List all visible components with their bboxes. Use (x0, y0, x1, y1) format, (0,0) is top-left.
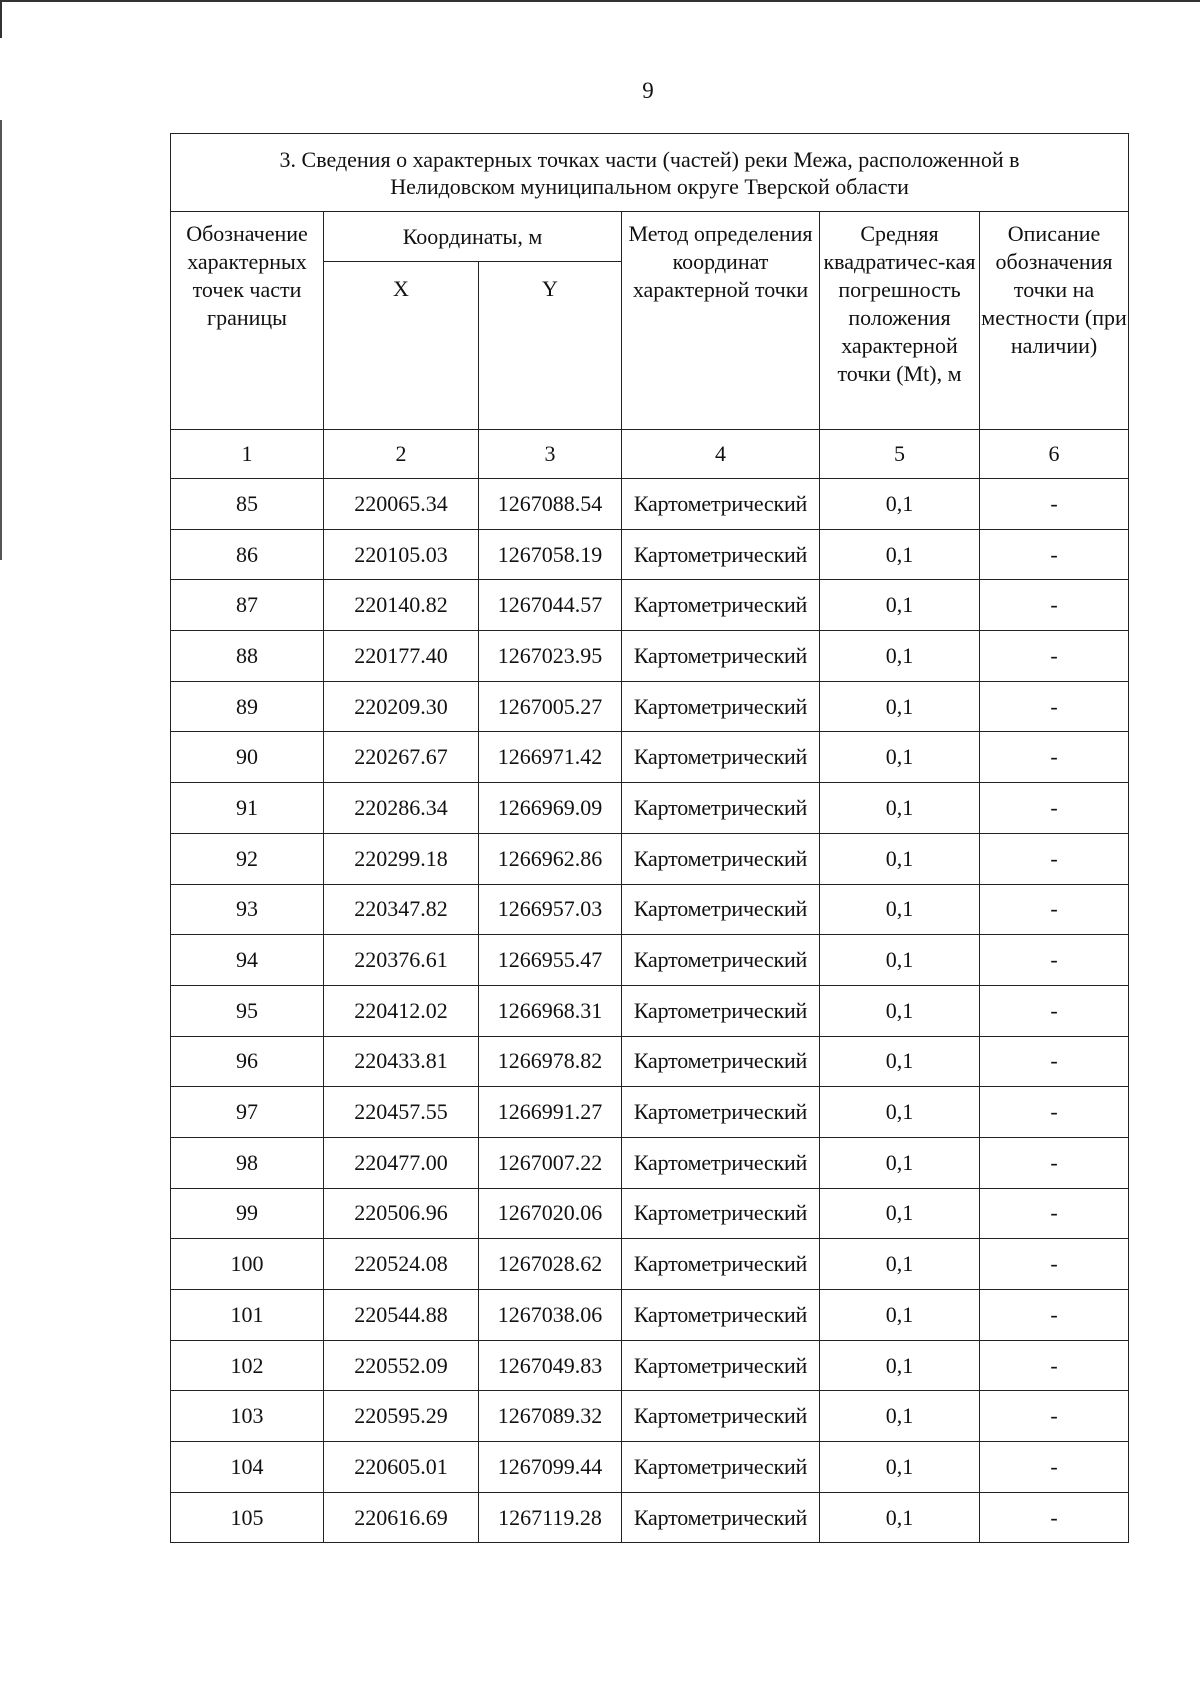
description-cell: - (980, 1137, 1129, 1188)
x-cell: 220457.55 (324, 1087, 479, 1138)
column-number: 3 (479, 430, 622, 479)
table-row (171, 529, 1129, 580)
method-cell: Картометрический (622, 783, 820, 834)
description-cell: - (980, 935, 1129, 986)
table-row (171, 580, 1129, 631)
point-cell: 94 (171, 935, 324, 986)
description-cell: - (980, 783, 1129, 834)
point-cell: 100 (171, 1239, 324, 1290)
table-row (171, 1391, 1129, 1442)
error-cell: 0,1 (820, 681, 980, 732)
header-point-label: Обозначение характерных точек части границы (171, 212, 324, 430)
y-cell: 1267089.32 (479, 1391, 622, 1442)
y-cell: 1267007.22 (479, 1137, 622, 1188)
method-cell: Картометрический (622, 884, 820, 935)
table-title-row (171, 134, 1129, 212)
x-cell: 220267.67 (324, 732, 479, 783)
y-cell: 1266969.09 (479, 783, 622, 834)
y-cell: 1266955.47 (479, 935, 622, 986)
description-cell: - (980, 1391, 1129, 1442)
description-cell: - (980, 985, 1129, 1036)
method-cell: Картометрический (622, 935, 820, 986)
table-row (171, 732, 1129, 783)
table-title (171, 134, 1129, 212)
point-cell: 96 (171, 1036, 324, 1087)
method-cell: Картометрический (622, 1087, 820, 1138)
column-number: 2 (324, 430, 479, 479)
point-cell: 88 (171, 631, 324, 682)
table-row (171, 1087, 1129, 1138)
method-cell: Картометрический (622, 1442, 820, 1493)
error-cell: 0,1 (820, 1239, 980, 1290)
point-cell: 97 (171, 1087, 324, 1138)
point-cell: 90 (171, 732, 324, 783)
scan-edge-left (0, 0, 2, 38)
y-cell: 1267099.44 (479, 1442, 622, 1493)
x-cell: 220140.82 (324, 580, 479, 631)
description-cell: - (980, 1340, 1129, 1391)
x-cell: 220412.02 (324, 985, 479, 1036)
method-cell: Картометрический (622, 1340, 820, 1391)
point-cell: 93 (171, 884, 324, 935)
table-row (171, 783, 1129, 834)
point-cell: 87 (171, 580, 324, 631)
description-cell: - (980, 1442, 1129, 1493)
description-cell: - (980, 1492, 1129, 1543)
description-cell: - (980, 1188, 1129, 1239)
y-cell: 1267028.62 (479, 1239, 622, 1290)
point-cell: 95 (171, 985, 324, 1036)
method-cell: Картометрический (622, 1188, 820, 1239)
header-coords: Координаты, м (324, 212, 622, 262)
error-cell: 0,1 (820, 529, 980, 580)
x-cell: 220433.81 (324, 1036, 479, 1087)
point-cell: 103 (171, 1391, 324, 1442)
description-cell: - (980, 479, 1129, 530)
point-cell: 85 (171, 479, 324, 530)
x-cell: 220524.08 (324, 1239, 479, 1290)
y-cell: 1267058.19 (479, 529, 622, 580)
y-cell: 1267038.06 (479, 1290, 622, 1341)
table-row (171, 1340, 1129, 1391)
column-number: 5 (820, 430, 980, 479)
table-row (171, 681, 1129, 732)
y-cell: 1267119.28 (479, 1492, 622, 1543)
y-cell: 1266978.82 (479, 1036, 622, 1087)
method-cell: Картометрический (622, 985, 820, 1036)
method-cell: Картометрический (622, 833, 820, 884)
table-title-line1: 3. Сведения о характерных точках части (частей) реки Межа, расположенной в (279, 146, 1020, 172)
x-cell: 220477.00 (324, 1137, 479, 1188)
table-row (171, 884, 1129, 935)
header-row-1 (171, 212, 1129, 262)
method-cell: Картометрический (622, 1290, 820, 1341)
table-row (171, 631, 1129, 682)
points-table-body (171, 134, 1129, 1543)
scan-edge-left-lower (0, 120, 2, 560)
x-cell: 220286.34 (324, 783, 479, 834)
header-method: Метод определения координат характерной точки (622, 212, 820, 430)
header-x: X (324, 262, 479, 430)
error-cell: 0,1 (820, 1340, 980, 1391)
x-cell: 220552.09 (324, 1340, 479, 1391)
error-cell: 0,1 (820, 783, 980, 834)
table-row (171, 1239, 1129, 1290)
x-cell: 220065.34 (324, 479, 479, 530)
page-number: 9 (642, 78, 654, 103)
x-cell: 220105.03 (324, 529, 479, 580)
point-cell: 89 (171, 681, 324, 732)
error-cell: 0,1 (820, 833, 980, 884)
method-cell: Картометрический (622, 479, 820, 530)
error-cell: 0,1 (820, 1188, 980, 1239)
error-cell: 0,1 (820, 1442, 980, 1493)
table-row (171, 935, 1129, 986)
error-cell: 0,1 (820, 1391, 980, 1442)
y-cell: 1267049.83 (479, 1340, 622, 1391)
scan-edge-top (0, 0, 1200, 2)
point-cell: 92 (171, 833, 324, 884)
description-cell: - (980, 833, 1129, 884)
description-cell: - (980, 1290, 1129, 1341)
error-cell: 0,1 (820, 1290, 980, 1341)
method-cell: Картометрический (622, 1391, 820, 1442)
x-cell: 220616.69 (324, 1492, 479, 1543)
error-cell: 0,1 (820, 1087, 980, 1138)
x-cell: 220506.96 (324, 1188, 479, 1239)
point-cell: 104 (171, 1442, 324, 1493)
y-cell: 1267023.95 (479, 631, 622, 682)
y-cell: 1266957.03 (479, 884, 622, 935)
table-row (171, 833, 1129, 884)
table-row (171, 985, 1129, 1036)
y-cell: 1266971.42 (479, 732, 622, 783)
description-cell: - (980, 732, 1129, 783)
description-cell: - (980, 884, 1129, 935)
table-row (171, 1492, 1129, 1543)
description-cell: - (980, 1239, 1129, 1290)
point-cell: 105 (171, 1492, 324, 1543)
error-cell: 0,1 (820, 935, 980, 986)
description-cell: - (980, 681, 1129, 732)
error-cell: 0,1 (820, 479, 980, 530)
table-row (171, 1137, 1129, 1188)
point-cell: 86 (171, 529, 324, 580)
x-cell: 220544.88 (324, 1290, 479, 1341)
header-y: Y (479, 262, 622, 430)
y-cell: 1267005.27 (479, 681, 622, 732)
description-cell: - (980, 1036, 1129, 1087)
description-cell: - (980, 580, 1129, 631)
point-cell: 99 (171, 1188, 324, 1239)
description-cell: - (980, 631, 1129, 682)
y-cell: 1267088.54 (479, 479, 622, 530)
method-cell: Картометрический (622, 1137, 820, 1188)
error-cell: 0,1 (820, 631, 980, 682)
y-cell: 1266968.31 (479, 985, 622, 1036)
method-cell: Картометрический (622, 1036, 820, 1087)
description-cell: - (980, 1087, 1129, 1138)
x-cell: 220299.18 (324, 833, 479, 884)
x-cell: 220347.82 (324, 884, 479, 935)
column-number: 1 (171, 430, 324, 479)
table-row (171, 1036, 1129, 1087)
method-cell: Картометрический (622, 580, 820, 631)
error-cell: 0,1 (820, 732, 980, 783)
method-cell: Картометрический (622, 732, 820, 783)
method-cell: Картометрический (622, 631, 820, 682)
x-cell: 220177.40 (324, 631, 479, 682)
table-row (171, 1442, 1129, 1493)
point-cell: 102 (171, 1340, 324, 1391)
y-cell: 1267020.06 (479, 1188, 622, 1239)
y-cell: 1267044.57 (479, 580, 622, 631)
column-number: 6 (980, 430, 1129, 479)
x-cell: 220376.61 (324, 935, 479, 986)
point-cell: 91 (171, 783, 324, 834)
table-row (171, 1290, 1129, 1341)
points-table (170, 133, 1129, 1543)
x-cell: 220595.29 (324, 1391, 479, 1442)
column-number: 4 (622, 430, 820, 479)
y-cell: 1266962.86 (479, 833, 622, 884)
x-cell: 220209.30 (324, 681, 479, 732)
header-description: Описание обозначения точки на местности (при наличии) (980, 212, 1129, 430)
x-cell: 220605.01 (324, 1442, 479, 1493)
description-cell: - (980, 529, 1129, 580)
method-cell: Картометрический (622, 529, 820, 580)
method-cell: Картометрический (622, 1239, 820, 1290)
point-cell: 101 (171, 1290, 324, 1341)
error-cell: 0,1 (820, 580, 980, 631)
header-error: Средняя квадратичес-кая погрешность положения характерной точки (Mt), м (820, 212, 980, 430)
error-cell: 0,1 (820, 1137, 980, 1188)
table-title-line2: Нелидовском муниципальном округе Тверской области (390, 173, 909, 199)
error-cell: 0,1 (820, 1036, 980, 1087)
point-cell: 98 (171, 1137, 324, 1188)
table-row (171, 1188, 1129, 1239)
method-cell: Картометрический (622, 1492, 820, 1543)
column-numbers-row (171, 430, 1129, 479)
error-cell: 0,1 (820, 1492, 980, 1543)
method-cell: Картометрический (622, 681, 820, 732)
table-row (171, 479, 1129, 530)
y-cell: 1266991.27 (479, 1087, 622, 1138)
error-cell: 0,1 (820, 985, 980, 1036)
error-cell: 0,1 (820, 884, 980, 935)
